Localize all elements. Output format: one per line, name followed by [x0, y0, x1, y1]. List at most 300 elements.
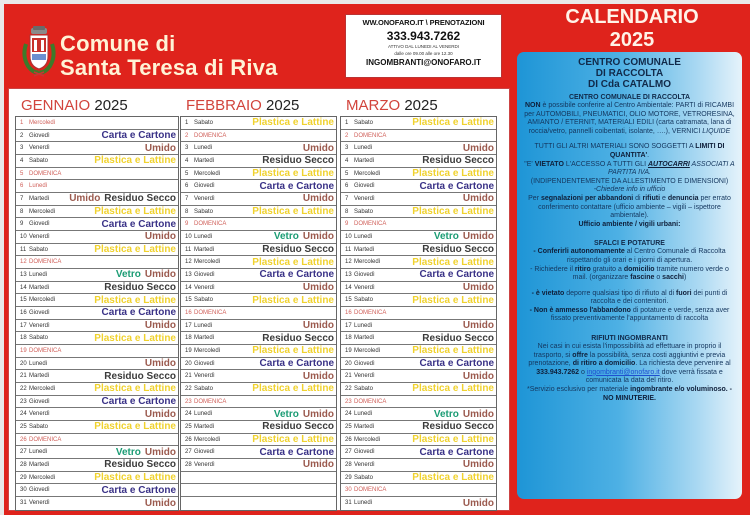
waste-type-label: Carta e Cartone [259, 358, 334, 370]
collection-tags [145, 408, 176, 420]
day-row [181, 282, 336, 295]
day-number: 7 [185, 195, 189, 202]
waste-type-label: Umido [302, 282, 334, 294]
day-number: 23 [185, 398, 192, 405]
weekday-name: Lunedì [29, 360, 48, 367]
day-number: 24 [185, 411, 192, 418]
waste-type-label: Carta e Cartone [419, 269, 494, 281]
day-number: 16 [185, 309, 192, 316]
day-number: 11 [185, 246, 192, 253]
day-number: 16 [345, 309, 352, 316]
day-number: 7 [345, 195, 349, 202]
day-number: 26 [345, 436, 352, 443]
day-row [181, 269, 336, 282]
weekday-name: Sabato [194, 119, 214, 126]
day-row [16, 244, 178, 257]
collection-tags [463, 459, 494, 471]
municipality-line2: Santa Teresa di Riva [60, 55, 278, 80]
collection-tags [412, 345, 494, 357]
day-number: 15 [185, 297, 192, 304]
waste-type-label: Plastica e Lattine [94, 421, 176, 433]
day-row [16, 231, 178, 244]
weekday-name: Martedì [29, 195, 50, 202]
weekday-name: Lunedì [29, 271, 48, 278]
day-number: 10 [345, 233, 352, 240]
weekday-name: DOMENICA [29, 347, 62, 354]
day-row [181, 142, 336, 155]
weekday-name: Martedì [354, 157, 375, 164]
day-row [341, 320, 496, 333]
day-row [341, 459, 496, 472]
day-number: 4 [185, 157, 189, 164]
month-name: MARZO [346, 97, 401, 114]
day-number: 13 [345, 271, 352, 278]
collection-tags [116, 446, 176, 458]
weekday-name: Martedì [354, 423, 375, 430]
day-row [341, 332, 496, 345]
waste-type-label: Residuo Secco [262, 421, 334, 433]
waste-type-label: Umido [302, 142, 334, 154]
waste-type-label: Umido [302, 370, 334, 382]
day-row [341, 358, 496, 371]
collection-tags [94, 472, 176, 484]
waste-type-label: Residuo Secco [104, 459, 176, 471]
section-ingombranti-heading: RIFIUTI INGOMBRANTI [591, 335, 668, 343]
collection-tags [94, 294, 176, 306]
waste-type-label: Plastica e Lattine [252, 294, 334, 306]
waste-type-label: Carta e Cartone [101, 396, 176, 408]
waste-type-label: Carta e Cartone [101, 484, 176, 496]
collection-tags [434, 231, 494, 243]
waste-type-label: Plastica e Lattine [94, 206, 176, 218]
weekday-name: Martedì [354, 246, 375, 253]
website-link[interactable]: WW.ONOFARO.IT \ PRENOTAZIONI [362, 18, 485, 27]
collection-tags [94, 383, 176, 395]
weekday-name: Venerdì [29, 322, 50, 329]
collection-tags [262, 332, 334, 344]
day-row [181, 434, 336, 447]
ufficio-ambiente-text: Ufficio ambiente / vigili urbani: [578, 220, 681, 228]
info-panel [517, 52, 742, 499]
day-number: 21 [345, 373, 352, 380]
waste-type-label: Plastica e Lattine [252, 206, 334, 218]
municipality-line1: Comune di [60, 31, 176, 56]
collection-tags [412, 168, 494, 180]
waste-type-label: Umido [144, 408, 176, 420]
day-row [341, 484, 496, 497]
waste-type-label: Plastica e Lattine [94, 294, 176, 306]
weekday-name: Lunedì [354, 500, 373, 507]
waste-type-label: Plastica e Lattine [252, 345, 334, 357]
collection-tags [104, 370, 176, 382]
day-number: 2 [185, 132, 189, 139]
weekday-name: Sabato [29, 423, 49, 430]
collection-tags [303, 142, 334, 154]
day-number: 28 [185, 461, 192, 468]
collection-tags [262, 155, 334, 167]
servizio-esclusivo-text: *Servizio esclusivo per materiale ingombrante e/o voluminoso. - NO MINUTERIE. [526, 386, 733, 402]
weekday-name: Mercoledì [354, 170, 381, 177]
waste-type-label: Residuo Secco [104, 370, 176, 382]
waste-type-label: Umido [302, 231, 334, 243]
day-number: 4 [345, 157, 349, 164]
collection-tags [422, 244, 494, 256]
day-number: 1 [345, 119, 349, 126]
day-row [181, 370, 336, 383]
collection-tags [260, 180, 334, 192]
day-number: 23 [20, 398, 27, 405]
day-number: 12 [20, 259, 27, 266]
day-row [341, 497, 496, 510]
indipendentemente-text: (INDIPENDENTEMENTE DA ALLESTIMENTO E DIMENSIONI) [530, 177, 729, 185]
weekday-name: Mercoledì [354, 259, 381, 266]
weekday-name: Sabato [194, 385, 214, 392]
waste-type-label: Plastica e Lattine [412, 294, 494, 306]
day-row [181, 358, 336, 371]
day-row [341, 421, 496, 434]
day-number: 8 [20, 208, 24, 215]
day-number: 4 [20, 157, 24, 164]
collection-tags [412, 206, 494, 218]
day-row [16, 294, 178, 307]
day-row [341, 269, 496, 282]
day-number: 21 [185, 373, 192, 380]
waste-type-label: Vetro [433, 408, 459, 420]
day-row [16, 484, 178, 497]
weekday-name: Giovedì [354, 271, 375, 278]
day-row [341, 244, 496, 257]
collection-tags [463, 497, 494, 510]
month-title [180, 89, 337, 116]
day-row [16, 130, 178, 143]
day-row [181, 446, 336, 459]
day-row [16, 434, 178, 447]
waste-type-label: Residuo Secco [262, 155, 334, 167]
collection-tags [252, 168, 334, 180]
waste-type-label: Umido [462, 282, 494, 294]
collection-tags [412, 256, 494, 268]
weekday-name: Sabato [29, 335, 49, 342]
waste-type-label: Plastica e Lattine [412, 383, 494, 395]
collection-tags [420, 446, 494, 458]
waste-type-label: Umido [144, 269, 176, 281]
waste-type-label: Plastica e Lattine [94, 244, 176, 256]
day-number: 18 [345, 335, 352, 342]
day-number: 11 [20, 246, 27, 253]
waste-type-label: Plastica e Lattine [94, 332, 176, 344]
weekday-name: Martedì [194, 335, 215, 342]
waste-type-label: Carta e Cartone [419, 358, 494, 370]
day-row [16, 358, 178, 371]
day-number: 28 [20, 461, 27, 468]
day-number: 11 [345, 246, 352, 253]
waste-type-label: Residuo Secco [422, 332, 494, 344]
weekday-name: Giovedì [194, 183, 215, 190]
weekday-name: Venerdì [354, 461, 375, 468]
collection-tags [412, 472, 494, 484]
email-link[interactable]: INGOMBRANTI@ONOFARO.IT [366, 58, 481, 67]
collection-tags [116, 269, 176, 281]
info-title-line3: DI Cda CATALMO [588, 79, 671, 90]
day-row [16, 396, 178, 409]
day-row [341, 155, 496, 168]
weekday-name: Venerdì [29, 145, 50, 152]
weekday-name: DOMENICA [194, 221, 227, 228]
day-number: 22 [20, 385, 27, 392]
waste-type-label: Vetro [115, 269, 141, 281]
weekday-name: Lunedì [354, 411, 373, 418]
collection-tags [102, 130, 176, 142]
weekday-name: Giovedì [354, 183, 375, 190]
day-number: 6 [345, 183, 349, 190]
collection-tags [274, 408, 334, 420]
month-febbraio [180, 89, 337, 511]
waste-type-label: Umido [462, 370, 494, 382]
day-number: 7 [20, 195, 24, 202]
collection-tags [252, 383, 334, 395]
weekday-name: Venerdì [29, 233, 50, 240]
month-year: 2025 [266, 97, 300, 114]
collection-tags [94, 244, 176, 256]
waste-type-label: Plastica e Lattine [412, 434, 494, 446]
day-row [16, 446, 178, 459]
day-number: 31 [20, 500, 27, 507]
day-row [341, 294, 496, 307]
collection-tags [102, 307, 176, 319]
waste-type-label: Umido [302, 408, 334, 420]
day-number: 14 [20, 284, 27, 291]
waste-type-label: Umido [462, 142, 494, 154]
day-number: 20 [20, 360, 27, 367]
day-number: 15 [345, 297, 352, 304]
day-row [16, 307, 178, 320]
waste-type-label: Plastica e Lattine [412, 472, 494, 484]
weekday-name: Mercoledì [194, 259, 221, 266]
day-number: 22 [185, 385, 192, 392]
day-number: 14 [185, 284, 192, 291]
weekday-name: Sabato [194, 297, 214, 304]
month-marzo [340, 89, 497, 511]
day-number: 29 [20, 474, 27, 481]
waste-type-label: Plastica e Lattine [252, 383, 334, 395]
collection-tags [145, 231, 176, 243]
day-row [16, 459, 178, 472]
day-row [181, 472, 336, 485]
day-number: 1 [20, 119, 24, 126]
collection-tags [252, 345, 334, 357]
phone-number[interactable]: 333.943.7262 [386, 29, 461, 43]
collection-tags [252, 206, 334, 218]
weekday-name: Martedì [29, 461, 50, 468]
waste-type-label: Umido [302, 193, 334, 205]
day-number: 18 [185, 335, 192, 342]
day-row [181, 408, 336, 421]
day-row [341, 117, 496, 130]
weekday-name: Sabato [354, 474, 374, 481]
waste-type-label: Vetro [433, 231, 459, 243]
day-row [16, 345, 178, 358]
weekday-name: Venerdì [354, 284, 375, 291]
day-number: 18 [20, 335, 27, 342]
day-row [16, 206, 178, 219]
waste-type-label: Carta e Cartone [259, 446, 334, 458]
day-number: 13 [185, 271, 192, 278]
day-list [180, 116, 337, 511]
collection-tags [94, 332, 176, 344]
day-row [341, 193, 496, 206]
weekday-name: DOMENICA [29, 259, 62, 266]
collection-tags [252, 434, 334, 446]
hours-line1: ATTIVO DAL LUNEDI AL VENERDI [387, 44, 460, 49]
ingombranti-phone[interactable]: 333.943.7262 [536, 368, 580, 376]
sfalci-text2: - Richiedere il ritiro gratuito a domicilio tramite numero verde o mail. (organizzare fascine o sacchi) [530, 265, 729, 282]
collection-tags [303, 320, 334, 332]
day-number: 10 [20, 233, 27, 240]
weekday-name: Lunedì [29, 449, 48, 456]
collection-tags [260, 358, 334, 370]
day-row [181, 168, 336, 181]
weekday-name: Martedì [29, 284, 50, 291]
day-row [181, 193, 336, 206]
waste-type-label: Plastica e Lattine [252, 434, 334, 446]
day-number: 2 [20, 132, 24, 139]
day-row [341, 282, 496, 295]
collection-tags [463, 142, 494, 154]
weekday-name: Martedì [354, 335, 375, 342]
month-name: GENNAIO [21, 97, 91, 114]
day-number: 3 [185, 145, 189, 152]
weekday-name: Sabato [354, 297, 374, 304]
collection-tags [422, 155, 494, 167]
waste-type-label: Umido [144, 358, 176, 370]
waste-type-label: Umido [302, 459, 334, 471]
day-row [341, 345, 496, 358]
hours-line2: dalle ore 09.00 alle ore 12.30 [394, 51, 453, 56]
collection-tags [252, 117, 334, 129]
month-gennaio [15, 89, 179, 511]
day-row [16, 497, 178, 510]
weekday-name: Sabato [29, 246, 49, 253]
day-row [341, 168, 496, 181]
sfalci-text1: - Conferirli autonomamente al Centro Comunale di Raccolta rispettando gli orari e i giorni di apertura. [533, 248, 726, 264]
waste-type-label: Carta e Cartone [259, 180, 334, 192]
day-number: 30 [345, 487, 352, 494]
day-row [181, 180, 336, 193]
waste-type-label: Carta e Cartone [419, 180, 494, 192]
collection-tags [145, 142, 176, 154]
collection-tags [104, 459, 176, 471]
waste-type-label: Residuo Secco [262, 244, 334, 256]
collection-tags [252, 294, 334, 306]
day-row [341, 408, 496, 421]
day-row [341, 231, 496, 244]
weekday-name: Giovedì [29, 132, 50, 139]
collection-tags [262, 421, 334, 433]
day-row [181, 206, 336, 219]
day-row [181, 332, 336, 345]
day-number: 16 [20, 309, 27, 316]
section-centro-text: NON è possibile conferire al Centro Ambientale: PARTI di RICAMBI per AUTOMOBILI, PNEUMATICI, OLIO MOTORE, VETRORESINA, AMIANTO / ETERNIT, MATERIALI EDILI (carta catramata, lana di roccia/vetro, pannelli coibentati, isolante, ….), VERNICI LIQUIDE [524, 102, 735, 135]
day-row [341, 307, 496, 320]
coat-of-arms-icon [22, 26, 56, 78]
day-row [16, 155, 178, 168]
day-row [181, 421, 336, 434]
weekday-name: Venerdì [194, 284, 215, 291]
collection-tags [420, 180, 494, 192]
day-number: 1 [185, 119, 189, 126]
day-row [341, 218, 496, 231]
month-name: FEBBRAIO [186, 97, 262, 114]
weekday-name: Lunedì [194, 411, 213, 418]
waste-type-label: Carta e Cartone [259, 269, 334, 281]
day-row [181, 484, 336, 497]
day-number: 15 [20, 297, 27, 304]
weekday-name: Venerdì [194, 461, 215, 468]
waste-type-label: Vetro [273, 408, 299, 420]
waste-type-label: Umido [462, 497, 494, 509]
weekday-name: Sabato [194, 208, 214, 215]
day-number: 2 [345, 132, 349, 139]
day-row [181, 383, 336, 396]
ingombranti-email-link[interactable]: ingombranti@onofaro.it [586, 368, 660, 376]
day-row [341, 206, 496, 219]
day-number: 22 [345, 385, 352, 392]
weekday-name: Mercoledì [29, 297, 56, 304]
weekday-name: Martedì [194, 423, 215, 430]
day-row [341, 472, 496, 485]
collection-tags [260, 269, 334, 281]
weekday-name: DOMENICA [354, 398, 387, 405]
weekday-name: Giovedì [194, 271, 215, 278]
waste-type-label: Residuo Secco [422, 244, 494, 256]
waste-type-label: Residuo Secco [104, 282, 176, 294]
weekday-name: Sabato [29, 157, 49, 164]
waste-type-label: Umido [302, 320, 334, 332]
day-row [341, 256, 496, 269]
weekday-name: Giovedì [29, 221, 50, 228]
collection-tags [463, 370, 494, 382]
weekday-name: DOMENICA [29, 436, 62, 443]
weekday-name: Mercoledì [354, 436, 381, 443]
day-list [15, 116, 179, 511]
day-row [16, 408, 178, 421]
collection-tags [412, 434, 494, 446]
month-year: 2025 [94, 97, 128, 114]
info-title-line2: DI RACCOLTA [595, 68, 664, 79]
waste-type-label: Plastica e Lattine [94, 472, 176, 484]
waste-type-label: Carta e Cartone [101, 218, 176, 230]
ingombranti-text: Nei casi in cui esista l'impossibilità ad effettuare in proprio il trasporto, si offre la possibilità, senza costi aggiuntivi e previa prenotazione, di ritiro a domicilio. La richiesta deve pervenire al 333.943.7262 o ingombranti@onofaro.it dove verrà fissata e comunicata la data del ritiro. [528, 343, 731, 385]
collection-tags [145, 358, 176, 370]
waste-type-label: Umido [462, 193, 494, 205]
collection-tags [420, 269, 494, 281]
weekday-name: Venerdì [194, 373, 215, 380]
waste-type-label: Plastica e Lattine [412, 345, 494, 357]
weekday-name: DOMENICA [354, 309, 387, 316]
day-number: 28 [345, 461, 352, 468]
collection-tags [412, 383, 494, 395]
day-row [181, 231, 336, 244]
day-row [181, 218, 336, 231]
weekday-name: Sabato [354, 385, 374, 392]
day-number: 14 [345, 284, 352, 291]
day-number: 25 [345, 423, 352, 430]
weekday-name: Mercoledì [194, 347, 221, 354]
day-row [341, 383, 496, 396]
weekday-name: DOMENICA [194, 309, 227, 316]
weekday-name: Lunedì [354, 233, 373, 240]
weekday-name: Mercoledì [29, 474, 56, 481]
